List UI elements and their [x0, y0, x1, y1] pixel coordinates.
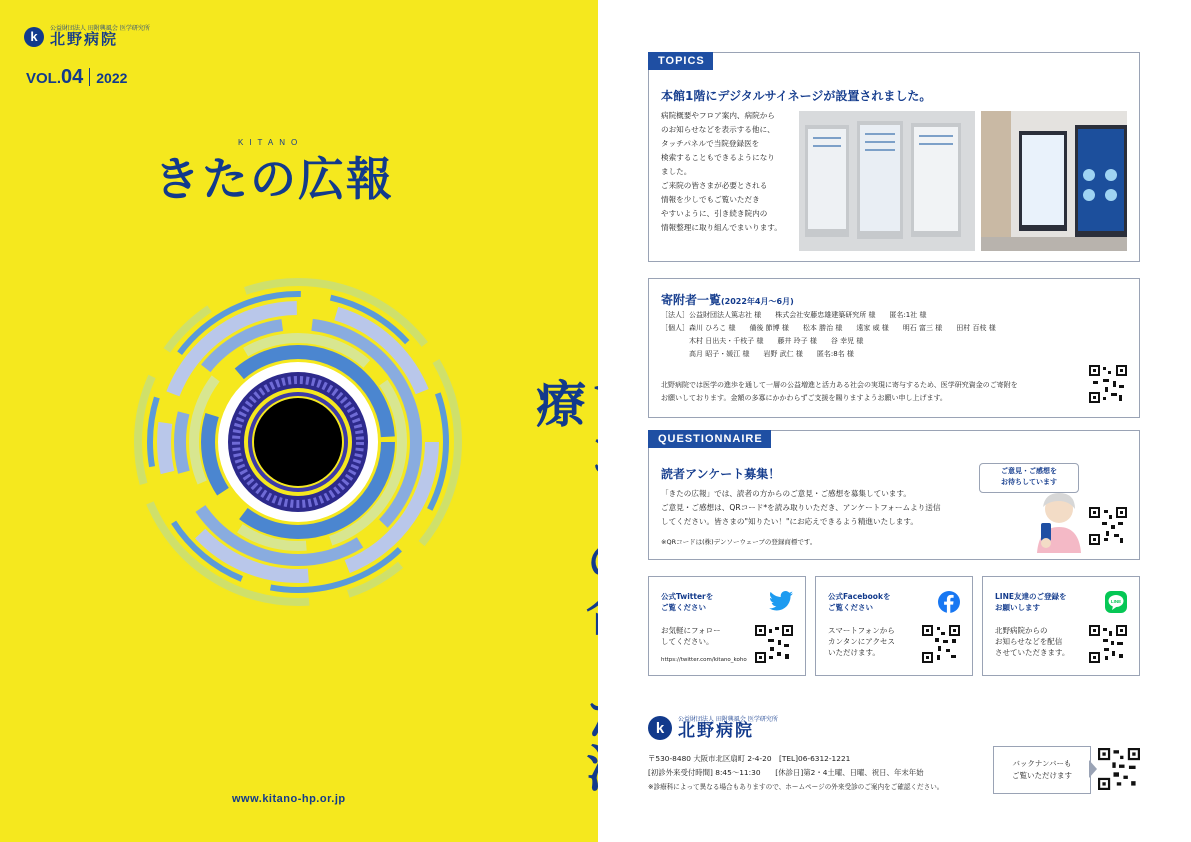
volume-number: 04: [61, 66, 84, 88]
signage-photo-1: [799, 111, 975, 251]
questionnaire-section: [648, 430, 1140, 560]
line-qr-code[interactable]: [1089, 625, 1127, 663]
logo-name: 北野病院: [50, 30, 119, 48]
donors-section: [648, 278, 1140, 418]
facebook-body: スマートフォンから カンタンにアクセス いただけます。: [828, 626, 895, 657]
backnumber-qr-code[interactable]: [1098, 748, 1140, 790]
arrow-right-icon: [1089, 760, 1097, 778]
questionnaire-tag: QUESTIONNAIRE: [648, 430, 771, 448]
donors-heading: 寄附者一覧(2022年4月〜6月): [661, 293, 794, 307]
kitano-logo-icon: k: [24, 27, 44, 47]
hospital-contact-info: [648, 752, 943, 794]
donation-qr-code[interactable]: [1089, 365, 1127, 403]
magazine-title: きたの広報: [154, 152, 394, 206]
topics-tag: TOPICS: [648, 52, 713, 70]
twitter-body: お気軽にフォロー してください。: [661, 626, 721, 646]
topics-section: [648, 52, 1140, 262]
backnumber-box: バックナンバーも ご覧いただけます: [993, 746, 1091, 794]
footer-logo-subtitle: 公益財団法人 田附興風会 医学研究所: [678, 715, 778, 723]
facebook-title: 公式Facebookを ご覧ください: [828, 592, 891, 612]
topics-heading: 本館1階にデジタルサイネージが設置されました。: [661, 89, 932, 103]
questionnaire-qr-code[interactable]: [1089, 507, 1127, 545]
line-icon: [1105, 591, 1127, 613]
donors-line-individual: ［個人］森川 ひろこ 様 備後 節博 様 松本 勝治 様 遠家 威 様 明石 富三 様 田村 百枝 様: [661, 324, 996, 332]
twitter-card[interactable]: [648, 576, 806, 676]
logo-subtitle: 公益財団法人 田附興風会 医学研究所: [50, 25, 150, 32]
volume-label: VOL.04 2022: [26, 66, 128, 88]
signage-photo-2: [981, 111, 1127, 251]
line-title: LINE友達のご登録を お願いします: [995, 592, 1067, 612]
hours-line: [初診外来受付時間] 8:45〜11:30 [休診日]第2・4土曜、日曜、祝日、年末年始: [648, 768, 924, 777]
line-card[interactable]: [982, 576, 1140, 676]
lens-ring-illustration: [103, 270, 473, 620]
facebook-icon: [938, 591, 960, 613]
facebook-qr-code[interactable]: [922, 625, 960, 663]
cover-tagline: 療: [528, 378, 587, 430]
kitano-label: KITANO: [238, 138, 304, 147]
footer-logo-name: 北野病院: [678, 720, 754, 741]
donors-line-corporate: ［法人］公益財団法人篤志社 様 株式会社安藤忠雄建築研究所 様 匿名:1社 様: [661, 311, 927, 319]
svg-text:LINE: LINE: [1110, 599, 1122, 604]
address-line: 〒530-8480 大阪市北区扇町 2-4-20 [TEL]06-6312-1221: [648, 754, 851, 763]
issue-year: 2022: [96, 70, 128, 86]
kitano-logo-icon: k: [648, 716, 672, 740]
questionnaire-heading: 読者アンケート募集！: [661, 467, 781, 481]
footer-hospital-logo: [648, 716, 778, 740]
donors-line-individual: 高月 昭子・媛江 様 岩野 武仁 様 匿名:8名 様: [661, 350, 854, 358]
notice-line: ※診療科によって異なる場合もありますので、ホームページの外来受診のご案内をご確認ください。: [648, 783, 944, 791]
line-body: 北野病院からの お知らせなどを配信 させていただきます。: [995, 626, 1070, 657]
topics-body: 病院概要やフロア案内、病院から のお知らせなどを表示する他に、 タッチパネルで当院登録医を 検索することもできるようになり ました。 ご来院の皆さまが必要とされる 情報を少しでもご覧いただき やすいように、引き続き院内の 情報整理に取り組んでまいります。: [661, 111, 782, 232]
speech-bubble: ご意見・ご感想を お待ちしています: [979, 463, 1079, 493]
donors-list: [661, 309, 1101, 361]
facebook-card[interactable]: [815, 576, 973, 676]
questionnaire-body: 「きたの広報」では、読者の方からのご意見・ご感想を募集しています。 ご意見・ご感想は、QRコード*を読み取りいただき、アンケートフォームより送信 してください。皆さまの"知りたい！"にお応えできるよう精進いたします。: [661, 489, 941, 526]
woman-with-phone-illustration: [1029, 489, 1085, 553]
hospital-logo: [24, 26, 150, 47]
qr-trademark-note: ※QRコードは(株)デンソーウェーブの登録商標です。: [661, 538, 817, 546]
twitter-url[interactable]: https://twitter.com/kitano_koho: [661, 657, 747, 663]
donors-line-individual: 木村 日出夫・千枝子 様 藤井 玲子 様 谷 幸児 様: [661, 337, 864, 345]
twitter-icon: [769, 591, 793, 611]
twitter-qr-code[interactable]: [755, 625, 793, 663]
donation-note: 北野病院では医学の進歩を通して一層の公益増進と活力ある社会の実現に寄与するため、医学研究資金のご寄附を お願いしております。金額の多寡にかかわらずご支援を賜りますようお願い申し上げます。: [661, 381, 1018, 402]
website-url[interactable]: www.kitano-hp.or.jp: [232, 793, 346, 805]
twitter-title: 公式Twitterを ご覧ください: [661, 592, 714, 612]
